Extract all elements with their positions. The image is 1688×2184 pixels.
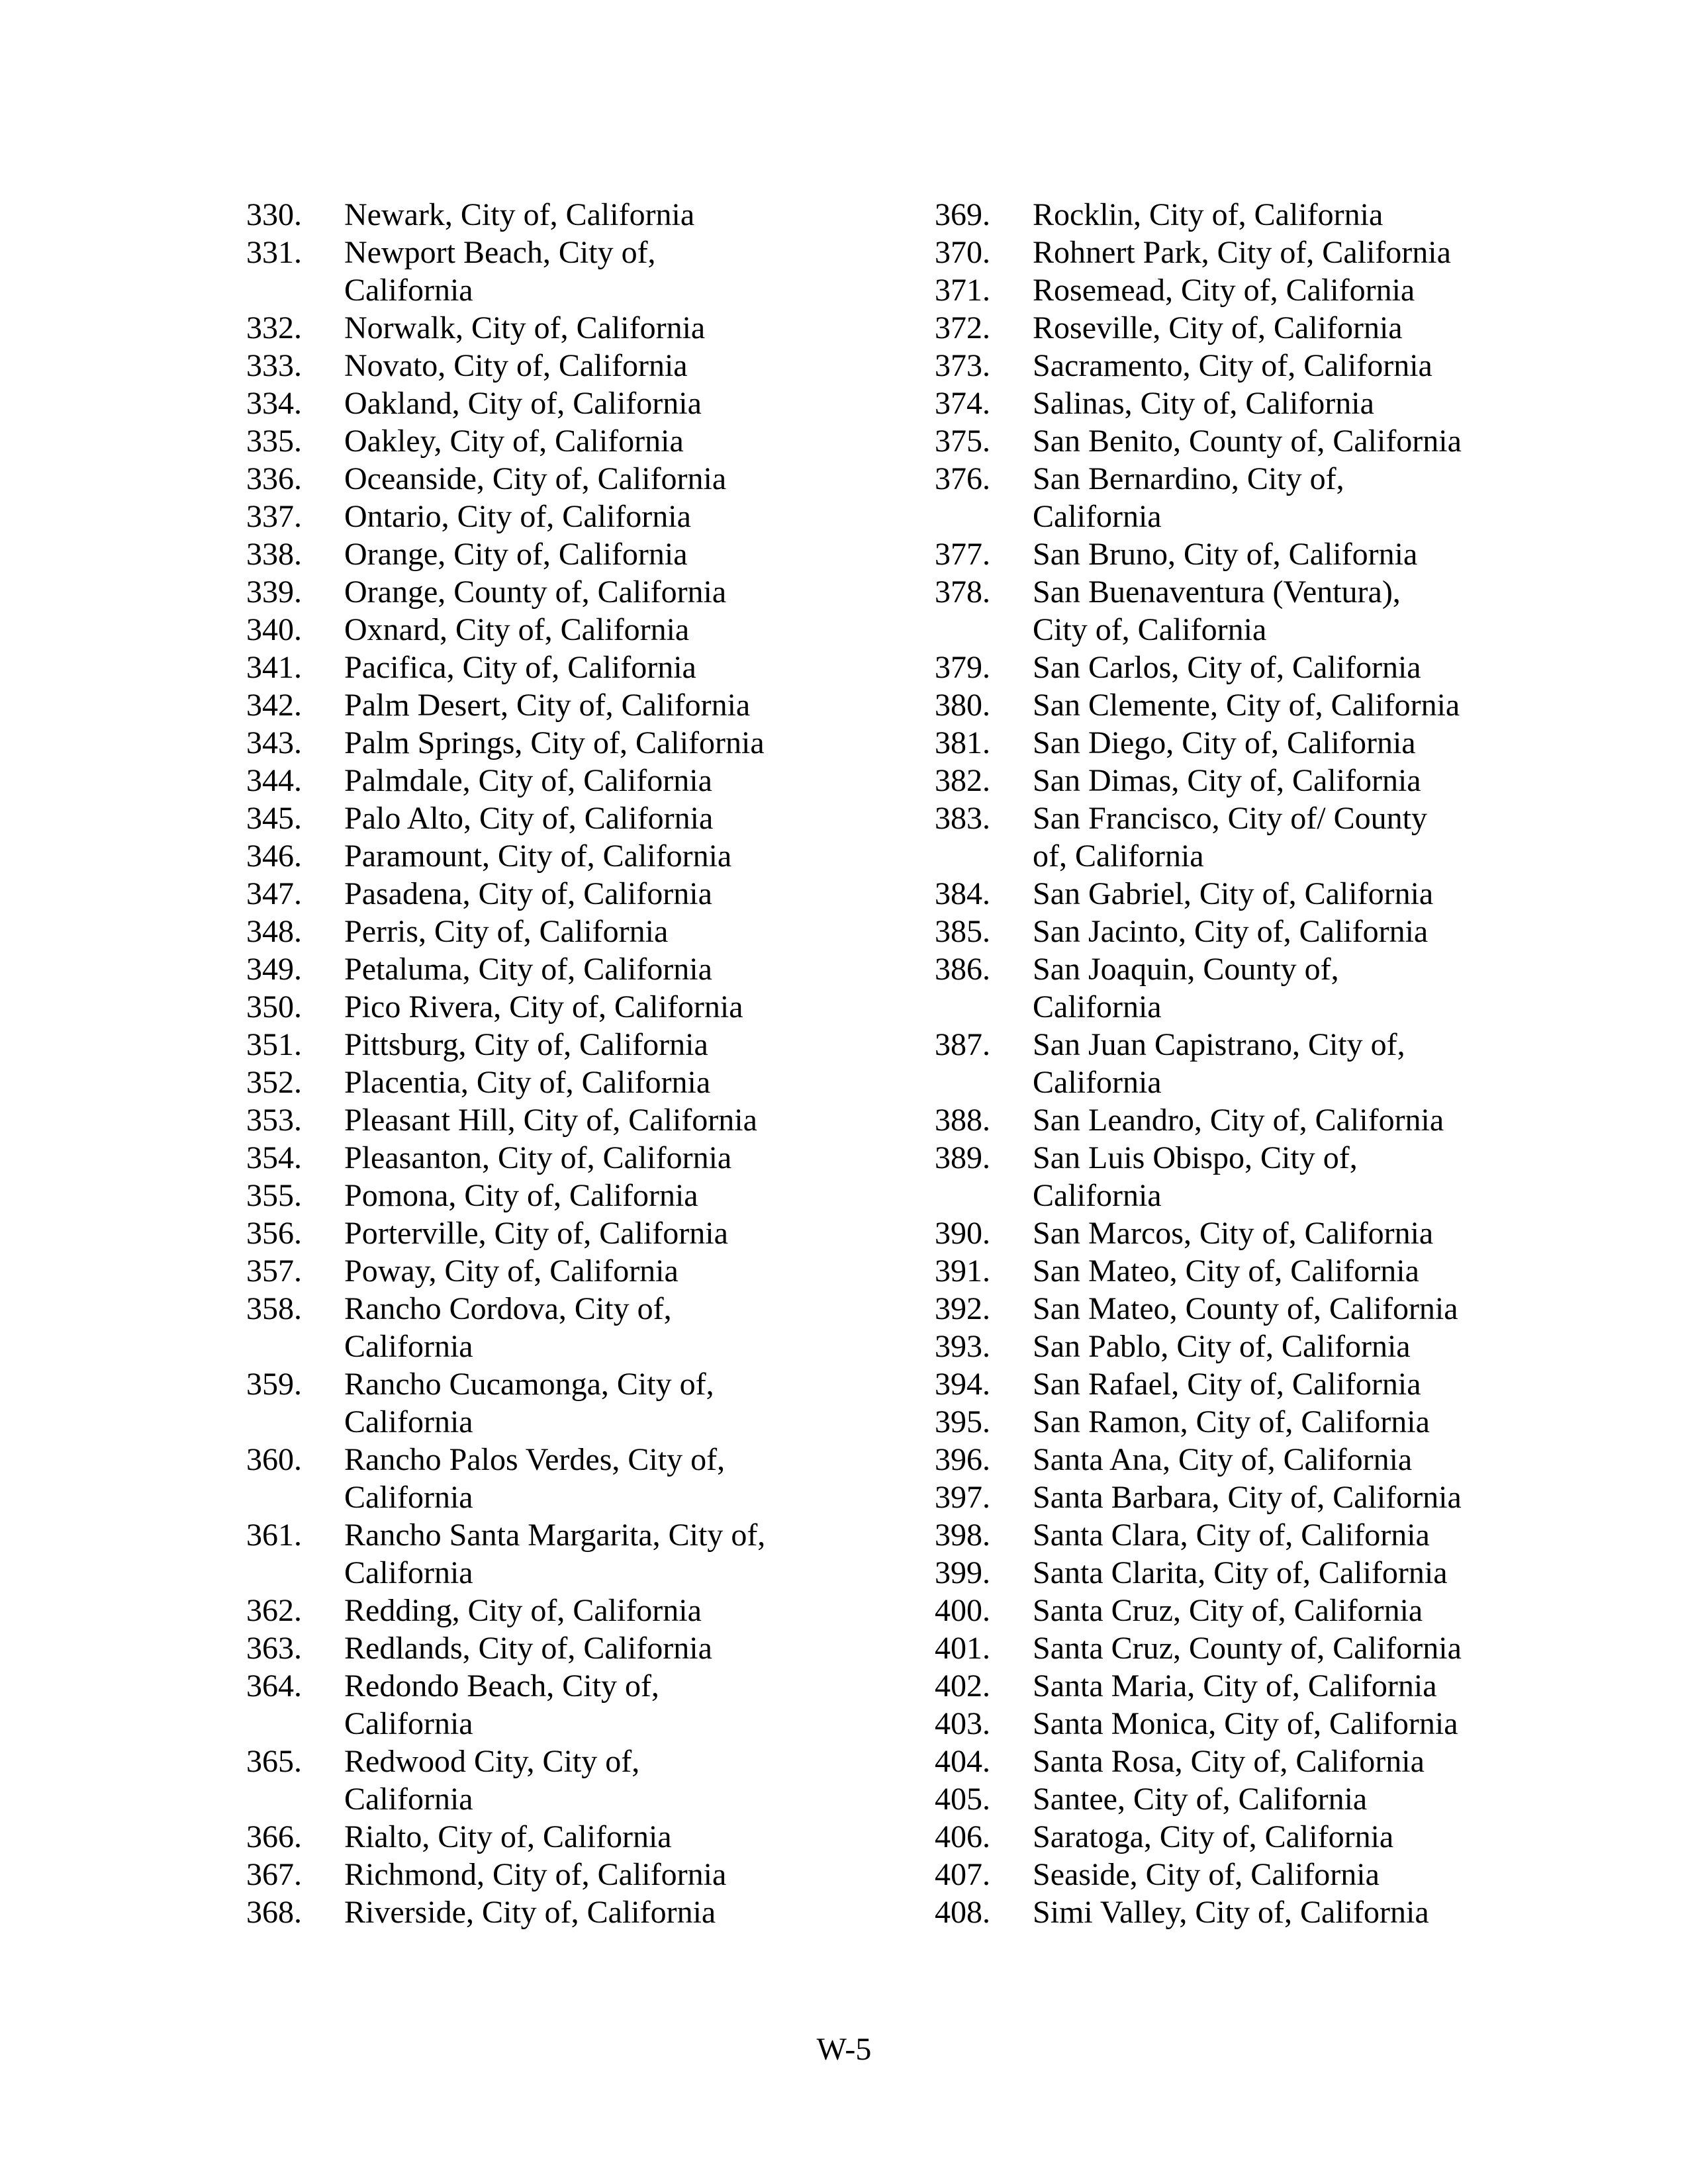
item-name: San Joaquin, County of, California: [1033, 952, 1339, 1024]
item-name: Petaluma, City of, California: [344, 952, 712, 987]
list-item: [935, 762, 1583, 799]
item-name: Palm Springs, City of, California: [344, 725, 765, 760]
item-number: 392.: [935, 1291, 990, 1326]
page-number: W-5: [816, 2032, 872, 2067]
list-item: [246, 1026, 895, 1064]
item-name: Santa Maria, City of, California: [1033, 1668, 1437, 1704]
item-name: San Dimas, City of, California: [1033, 763, 1421, 798]
item-number: 405.: [935, 1782, 990, 1817]
list-item: [246, 875, 895, 913]
list-column-left: [246, 196, 895, 1931]
item-number: 355.: [246, 1178, 302, 1213]
list-item: [935, 686, 1583, 724]
list-item: [935, 1214, 1583, 1252]
item-name: Simi Valley, City of, California: [1033, 1895, 1429, 1930]
item-number: 363.: [246, 1631, 302, 1666]
item-name: San Gabriel, City of, California: [1033, 876, 1434, 911]
item-name: Newark, City of, California: [344, 197, 695, 232]
list-item: [246, 950, 895, 988]
list-item: [935, 875, 1583, 913]
item-number: 408.: [935, 1895, 990, 1930]
list-item: [935, 1629, 1583, 1667]
item-name: Palo Alto, City of, California: [344, 801, 714, 836]
item-name: Porterville, City of, California: [344, 1216, 728, 1251]
list-item: [935, 1139, 1583, 1214]
list-item: [935, 1856, 1583, 1893]
item-name: Santa Barbara, City of, California: [1033, 1480, 1462, 1515]
item-name: Perris, City of, California: [344, 914, 669, 949]
item-name: Palm Desert, City of, California: [344, 688, 751, 723]
item-number: 332.: [246, 310, 302, 345]
item-number: 377.: [935, 537, 990, 572]
item-name: Poway, City of, California: [344, 1253, 679, 1289]
item-number: 354.: [246, 1140, 302, 1175]
list-item: [935, 1516, 1583, 1554]
item-number: 368.: [246, 1895, 302, 1930]
item-name: Redding, City of, California: [344, 1593, 702, 1628]
list-item: [935, 724, 1583, 762]
item-number: 353.: [246, 1103, 302, 1138]
item-number: 371.: [935, 273, 990, 308]
item-number: 343.: [246, 725, 302, 760]
list-item: [246, 1365, 895, 1441]
item-name: Riverside, City of, California: [344, 1895, 716, 1930]
item-name: San Pablo, City of, California: [1033, 1329, 1411, 1364]
item-number: 402.: [935, 1668, 990, 1704]
item-name: Pomona, City of, California: [344, 1178, 698, 1213]
item-number: 397.: [935, 1480, 990, 1515]
list-item: [935, 1893, 1583, 1931]
item-number: 407.: [935, 1857, 990, 1892]
item-number: 372.: [935, 310, 990, 345]
list-item: [246, 686, 895, 724]
list-item: [935, 1818, 1583, 1856]
item-number: 361.: [246, 1518, 302, 1553]
list-item: [935, 1780, 1583, 1818]
list-item: [935, 1592, 1583, 1629]
list-item: [246, 1064, 895, 1101]
item-name: San Carlos, City of, California: [1033, 650, 1421, 685]
item-number: 387.: [935, 1027, 990, 1062]
item-number: 351.: [246, 1027, 302, 1062]
item-number: 364.: [246, 1668, 302, 1704]
list-item: [935, 347, 1583, 385]
item-name: San Clemente, City of, California: [1033, 688, 1460, 723]
list-item: [935, 535, 1583, 573]
item-number: 379.: [935, 650, 990, 685]
list-item: [935, 1441, 1583, 1479]
item-number: 336.: [246, 461, 302, 496]
item-name: San Bruno, City of, California: [1033, 537, 1418, 572]
list-item: [935, 1743, 1583, 1780]
item-number: 406.: [935, 1819, 990, 1854]
item-name: San Rafael, City of, California: [1033, 1367, 1421, 1402]
item-name: Newport Beach, City of, California: [344, 235, 656, 308]
item-number: 400.: [935, 1593, 990, 1628]
item-number: 395.: [935, 1404, 990, 1439]
item-number: 391.: [935, 1253, 990, 1289]
list-item: [246, 1290, 895, 1365]
list-item: [935, 422, 1583, 460]
list-item: [246, 422, 895, 460]
item-name: Redondo Beach, City of, California: [344, 1668, 659, 1741]
item-name: Santa Ana, City of, California: [1033, 1442, 1413, 1477]
item-number: 341.: [246, 650, 302, 685]
item-number: 394.: [935, 1367, 990, 1402]
item-number: 389.: [935, 1140, 990, 1175]
item-name: Seaside, City of, California: [1033, 1857, 1380, 1892]
item-name: Placentia, City of, California: [344, 1065, 711, 1100]
item-number: 399.: [935, 1555, 990, 1590]
list-item: [935, 1705, 1583, 1743]
item-number: 370.: [935, 235, 990, 270]
list-item: [246, 234, 895, 309]
item-number: 386.: [935, 952, 990, 987]
list-item: [935, 1365, 1583, 1403]
item-number: 359.: [246, 1367, 302, 1402]
item-name: San Francisco, City of/ County of, California: [1033, 801, 1427, 874]
item-name: Rancho Palos Verdes, City of, California: [344, 1442, 726, 1515]
list-item: [246, 1667, 895, 1743]
item-number: 347.: [246, 876, 302, 911]
list-item: [935, 385, 1583, 422]
item-name: San Mateo, City of, California: [1033, 1253, 1419, 1289]
item-number: 346.: [246, 839, 302, 874]
item-name: Pittsburg, City of, California: [344, 1027, 708, 1062]
item-number: 335.: [246, 424, 302, 459]
list-item: [935, 1026, 1583, 1101]
item-name: Santa Cruz, City of, California: [1033, 1593, 1423, 1628]
item-number: 388.: [935, 1103, 990, 1138]
list-item: [935, 1290, 1583, 1328]
list-item: [246, 1818, 895, 1856]
list-item: [935, 196, 1583, 234]
item-name: San Marcos, City of, California: [1033, 1216, 1434, 1251]
item-name: Roseville, City of, California: [1033, 310, 1403, 345]
item-number: 373.: [935, 348, 990, 383]
item-name: Palmdale, City of, California: [344, 763, 712, 798]
item-name: Novato, City of, California: [344, 348, 688, 383]
item-name: Sacramento, City of, California: [1033, 348, 1432, 383]
item-number: 381.: [935, 725, 990, 760]
item-name: Salinas, City of, California: [1033, 386, 1374, 421]
item-name: Santee, City of, California: [1033, 1782, 1368, 1817]
item-number: 396.: [935, 1442, 990, 1477]
item-name: Rohnert Park, City of, California: [1033, 235, 1451, 270]
list-item: [246, 611, 895, 649]
item-number: 333.: [246, 348, 302, 383]
list-item: [935, 799, 1583, 875]
list-item: [246, 1592, 895, 1629]
item-name: Rancho Santa Margarita, City of, California: [344, 1518, 766, 1590]
list-item: [246, 1893, 895, 1931]
item-number: 350.: [246, 989, 302, 1024]
item-number: 365.: [246, 1744, 302, 1779]
list-item: [935, 1554, 1583, 1592]
item-name: Orange, County of, California: [344, 574, 727, 610]
list-item: [246, 573, 895, 611]
item-name: San Juan Capistrano, City of, California: [1033, 1027, 1405, 1100]
item-name: San Ramon, City of, California: [1033, 1404, 1430, 1439]
list-item: [246, 1629, 895, 1667]
item-name: San Buenaventura (Ventura), City of, California: [1033, 574, 1401, 647]
item-name: Redwood City, City of, California: [344, 1744, 640, 1817]
item-number: 344.: [246, 763, 302, 798]
item-name: Santa Clara, City of, California: [1033, 1518, 1430, 1553]
item-number: 340.: [246, 612, 302, 647]
list-item: [246, 1743, 895, 1818]
item-number: 331.: [246, 235, 302, 270]
item-number: 338.: [246, 537, 302, 572]
list-item: [246, 309, 895, 347]
list-item: [246, 535, 895, 573]
item-number: 393.: [935, 1329, 990, 1364]
list-item: [246, 762, 895, 799]
item-name: Pacifica, City of, California: [344, 650, 696, 685]
item-name: Redlands, City of, California: [344, 1631, 712, 1666]
item-number: 390.: [935, 1216, 990, 1251]
list-item: [246, 460, 895, 498]
list-item: [935, 1328, 1583, 1365]
item-name: Santa Rosa, City of, California: [1033, 1744, 1425, 1779]
list-item: [935, 1479, 1583, 1516]
item-number: 339.: [246, 574, 302, 610]
item-name: Norwalk, City of, California: [344, 310, 706, 345]
item-number: 385.: [935, 914, 990, 949]
item-name: Rocklin, City of, California: [1033, 197, 1383, 232]
item-number: 378.: [935, 574, 990, 610]
list-item: [246, 913, 895, 950]
list-item: [935, 1101, 1583, 1139]
list-item: [246, 1101, 895, 1139]
list-item: [935, 309, 1583, 347]
list-item: [935, 649, 1583, 686]
list-item: [246, 1516, 895, 1592]
item-name: Pleasanton, City of, California: [344, 1140, 732, 1175]
item-number: 352.: [246, 1065, 302, 1100]
list-item: [246, 347, 895, 385]
item-number: 366.: [246, 1819, 302, 1854]
item-number: 349.: [246, 952, 302, 987]
list-item: [246, 837, 895, 875]
item-number: 382.: [935, 763, 990, 798]
item-name: Pasadena, City of, California: [344, 876, 712, 911]
list-item: [935, 950, 1583, 1026]
item-number: 380.: [935, 688, 990, 723]
item-name: Rancho Cucamonga, City of, California: [344, 1367, 714, 1439]
list-item: [246, 799, 895, 837]
item-number: 398.: [935, 1518, 990, 1553]
item-name: Oakland, City of, California: [344, 386, 702, 421]
item-name: Richmond, City of, California: [344, 1857, 727, 1892]
list-item: [935, 1403, 1583, 1441]
list-item: [935, 1252, 1583, 1290]
item-number: 342.: [246, 688, 302, 723]
item-number: 348.: [246, 914, 302, 949]
item-name: San Diego, City of, California: [1033, 725, 1416, 760]
item-number: 369.: [935, 197, 990, 232]
item-name: Oakley, City of, California: [344, 424, 684, 459]
item-number: 401.: [935, 1631, 990, 1666]
item-number: 384.: [935, 876, 990, 911]
item-number: 337.: [246, 499, 302, 534]
item-number: 376.: [935, 461, 990, 496]
list-item: [246, 724, 895, 762]
list-item: [935, 234, 1583, 271]
list-item: [246, 988, 895, 1026]
list-item: [935, 573, 1583, 649]
item-name: Pico Rivera, City of, California: [344, 989, 743, 1024]
list-item: [246, 1177, 895, 1214]
item-number: 334.: [246, 386, 302, 421]
item-name: San Jacinto, City of, California: [1033, 914, 1429, 949]
item-number: 356.: [246, 1216, 302, 1251]
item-number: 360.: [246, 1442, 302, 1477]
list-item: [246, 1441, 895, 1516]
item-name: Rosemead, City of, California: [1033, 273, 1415, 308]
item-name: San Benito, County of, California: [1033, 424, 1462, 459]
list-item: [246, 385, 895, 422]
item-number: 357.: [246, 1253, 302, 1289]
item-name: Orange, City of, California: [344, 537, 688, 572]
item-number: 404.: [935, 1744, 990, 1779]
item-name: San Bernardino, City of, California: [1033, 461, 1344, 534]
item-name: Saratoga, City of, California: [1033, 1819, 1394, 1854]
item-number: 330.: [246, 197, 302, 232]
list-item: [246, 1139, 895, 1177]
item-number: 362.: [246, 1593, 302, 1628]
item-name: San Leandro, City of, California: [1033, 1103, 1444, 1138]
item-name: Santa Clarita, City of, California: [1033, 1555, 1448, 1590]
item-name: Pleasant Hill, City of, California: [344, 1103, 757, 1138]
list-item: [246, 1252, 895, 1290]
list-item: [246, 196, 895, 234]
item-number: 375.: [935, 424, 990, 459]
list-item: [246, 1856, 895, 1893]
list-item: [246, 649, 895, 686]
item-number: 383.: [935, 801, 990, 836]
item-number: 345.: [246, 801, 302, 836]
list-column-right: [935, 196, 1583, 1931]
item-name: Ontario, City of, California: [344, 499, 691, 534]
list-item: [246, 498, 895, 535]
item-name: Paramount, City of, California: [344, 839, 732, 874]
item-number: 374.: [935, 386, 990, 421]
item-name: San Mateo, County of, California: [1033, 1291, 1458, 1326]
item-name: San Luis Obispo, City of, California: [1033, 1140, 1358, 1213]
list-item: [246, 1214, 895, 1252]
list-item: [935, 1667, 1583, 1705]
list-item: [935, 460, 1583, 535]
item-name: Rialto, City of, California: [344, 1819, 672, 1854]
list-item: [935, 271, 1583, 309]
list-item: [935, 913, 1583, 950]
item-name: Oxnard, City of, California: [344, 612, 690, 647]
item-name: Santa Cruz, County of, California: [1033, 1631, 1462, 1666]
item-number: 403.: [935, 1706, 990, 1741]
item-number: 358.: [246, 1291, 302, 1326]
item-name: Oceanside, City of, California: [344, 461, 727, 496]
item-name: Rancho Cordova, City of, California: [344, 1291, 672, 1364]
item-number: 367.: [246, 1857, 302, 1892]
item-name: Santa Monica, City of, California: [1033, 1706, 1458, 1741]
